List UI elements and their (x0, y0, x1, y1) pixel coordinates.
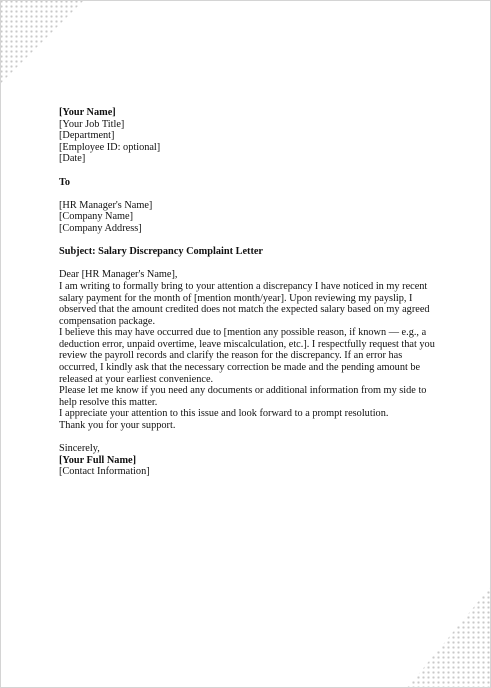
closing: Sincerely, (59, 443, 100, 455)
subject-line: Subject: Salary Discrepancy Complaint Letter (59, 246, 264, 258)
recipient-address: [Company Address] (59, 222, 142, 234)
paragraph-3: Please let me know if you need any documents or additional information from my side to help resolve this matter. (59, 385, 427, 408)
recipient-block (59, 200, 437, 235)
sender-job-title: [Your Job Title] (59, 118, 125, 130)
signature-contact: [Contact Information] (59, 466, 150, 478)
to-label: To (59, 176, 71, 188)
signature-name: [Your Full Name] (59, 454, 137, 466)
sender-name: [Your Name] (59, 107, 116, 118)
sender-block (59, 107, 437, 165)
paragraph-2: I believe this may have occurred due to [mention any possible reason, if known — e.g., a deduction error, unpaid overtime, leave miscalculation, etc.]. I respectfully request that you review the payroll records and clarify the reason for the discrepancy. If an error has occurred, I kindly ask that the necessary correction be made and the pending amount be released at your earliest convenience. (59, 327, 435, 385)
salutation: Dear [HR Manager's Name], (59, 269, 178, 281)
sender-date: [Date] (59, 153, 86, 165)
letter-body (59, 107, 437, 478)
dot-pattern-top-left (0, 0, 85, 85)
recipient-company: [Company Name] (59, 211, 134, 223)
sender-employee-id: [Employee ID: optional] (59, 141, 161, 153)
sender-department: [Department] (59, 130, 115, 142)
paragraph-4: I appreciate your attention to this issue and look forward to a prompt resolution. (59, 408, 389, 420)
paragraph-1: I am writing to formally bring to your attention a discrepancy I have noticed in my recent salary payment for the month of [mention month/year]. Upon reviewing my payslip, I observed that the amount credited does not match the expected salary based on my agreed compensation package. (59, 280, 430, 327)
recipient-name: [HR Manager's Name] (59, 199, 153, 211)
paragraph-5: Thank you for your support. (59, 420, 176, 432)
dot-pattern-bottom-right (406, 585, 491, 688)
signature-block (59, 443, 437, 478)
